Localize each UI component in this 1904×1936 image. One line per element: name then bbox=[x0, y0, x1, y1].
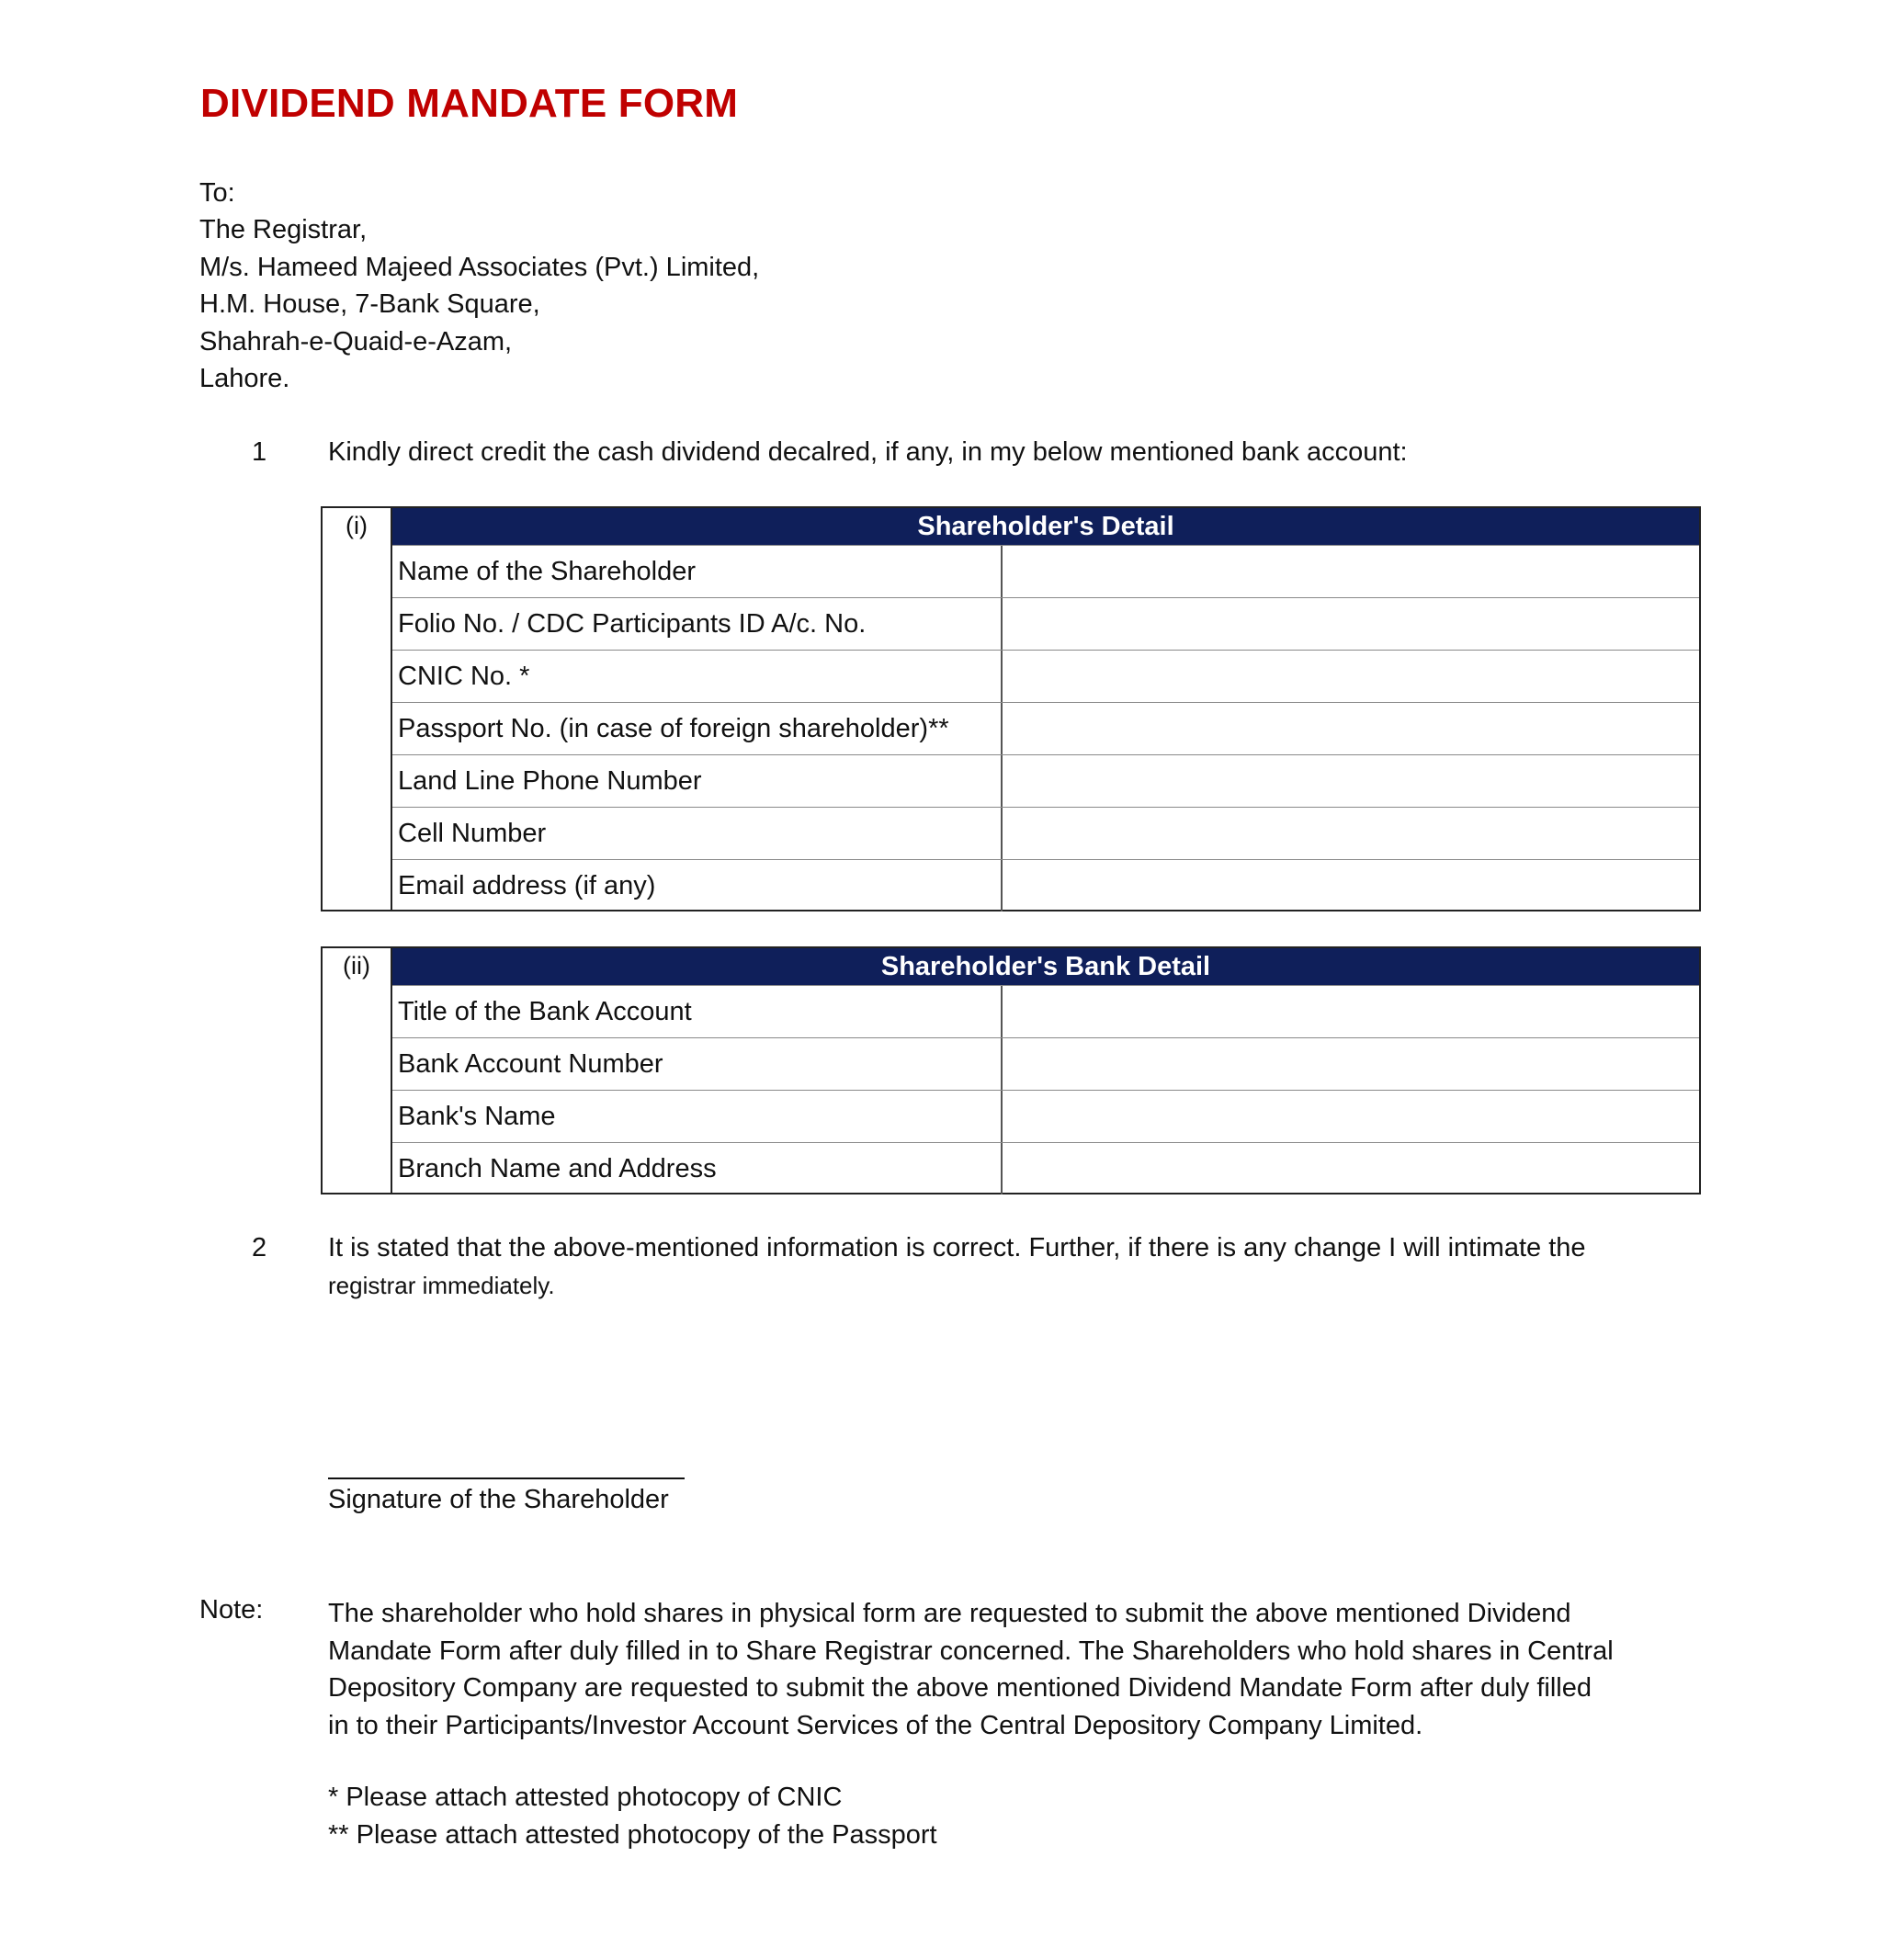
item-number: 2 bbox=[252, 1233, 267, 1262]
shareholder-detail-table bbox=[321, 506, 1701, 911]
form-title: DIVIDEND MANDATE FORM bbox=[200, 81, 739, 126]
row-label: Folio No. / CDC Participants ID A/c. No. bbox=[392, 598, 1003, 650]
row-label: Bank's Name bbox=[392, 1091, 1003, 1142]
shareholder-name-field[interactable] bbox=[1003, 546, 1699, 597]
section-tag: (i) bbox=[323, 508, 392, 910]
row-label: Email address (if any) bbox=[392, 860, 1003, 911]
table-row bbox=[392, 1037, 1699, 1090]
note-text bbox=[328, 1595, 1697, 1744]
cnic-field[interactable] bbox=[1003, 651, 1699, 702]
table-row bbox=[392, 859, 1699, 911]
account-number-field[interactable] bbox=[1003, 1038, 1699, 1090]
table-row bbox=[392, 545, 1699, 597]
landline-field[interactable] bbox=[1003, 755, 1699, 807]
address-to: To: bbox=[199, 178, 235, 208]
table-row bbox=[392, 650, 1699, 702]
address-line: H.M. House, 7-Bank Square, bbox=[199, 289, 540, 320]
address-line: M/s. Hameed Majeed Associates (Pvt.) Limited, bbox=[199, 252, 760, 282]
row-label: Title of the Bank Account bbox=[392, 986, 1003, 1037]
row-label: Cell Number bbox=[392, 808, 1003, 859]
section-header: Shareholder's Bank Detail bbox=[392, 948, 1699, 985]
recipient-address bbox=[199, 175, 759, 397]
note-line: The shareholder who hold shares in physical form are requested to submit the above mentioned Dividend bbox=[328, 1599, 1571, 1628]
table-row bbox=[392, 597, 1699, 650]
table-row bbox=[392, 1142, 1699, 1194]
account-title-field[interactable] bbox=[1003, 986, 1699, 1037]
footnote-passport: ** Please attach attested photocopy of the Passport bbox=[328, 1820, 937, 1850]
address-line: The Registrar, bbox=[199, 215, 368, 245]
note-line: Depository Company are requested to submit the above mentioned Dividend Mandate Form after duly filled bbox=[328, 1673, 1592, 1704]
row-label: CNIC No. * bbox=[392, 651, 1003, 702]
cell-number-field[interactable] bbox=[1003, 808, 1699, 859]
item-2-text-continued: registrar immediately. bbox=[328, 1272, 555, 1299]
address-line: Lahore. bbox=[199, 364, 290, 394]
note-line: Mandate Form after duly filled in to Share Registrar concerned. The Shareholders who hold shares in Central bbox=[328, 1636, 1614, 1666]
branch-address-field[interactable] bbox=[1003, 1143, 1699, 1194]
bank-detail-table bbox=[321, 946, 1701, 1194]
table-row bbox=[392, 1090, 1699, 1142]
row-label: Branch Name and Address bbox=[392, 1143, 1003, 1194]
footnote-cnic: * Please attach attested photocopy of CNIC bbox=[328, 1783, 843, 1812]
folio-number-field[interactable] bbox=[1003, 598, 1699, 650]
item-1-text: Kindly direct credit the cash dividend decalred, if any, in my below mentioned bank account: bbox=[328, 437, 1408, 467]
table-row bbox=[392, 985, 1699, 1037]
note-line: in to their Participants/Investor Account Services of the Central Depository Company Limited. bbox=[328, 1710, 1423, 1740]
section-tag: (ii) bbox=[323, 948, 392, 1193]
signature-label: Signature of the Shareholder bbox=[328, 1485, 669, 1514]
address-line: Shahrah-e-Quaid-e-Azam, bbox=[199, 326, 513, 357]
item-2-text: It is stated that the above-mentioned information is correct. Further, if there is any change I will intimate the bbox=[328, 1233, 1586, 1262]
table-row bbox=[392, 702, 1699, 754]
passport-field[interactable] bbox=[1003, 703, 1699, 754]
bank-name-field[interactable] bbox=[1003, 1091, 1699, 1142]
signature-line[interactable] bbox=[328, 1465, 685, 1479]
email-field[interactable] bbox=[1003, 860, 1699, 911]
row-label: Bank Account Number bbox=[392, 1038, 1003, 1090]
item-number: 1 bbox=[252, 437, 267, 467]
table-row bbox=[392, 754, 1699, 807]
row-label: Land Line Phone Number bbox=[392, 755, 1003, 807]
table-row bbox=[392, 807, 1699, 859]
note-label: Note: bbox=[199, 1595, 264, 1625]
row-label: Passport No. (in case of foreign shareholder)** bbox=[392, 703, 1003, 754]
row-label: Name of the Shareholder bbox=[392, 546, 1003, 597]
section-header: Shareholder's Detail bbox=[392, 508, 1699, 545]
